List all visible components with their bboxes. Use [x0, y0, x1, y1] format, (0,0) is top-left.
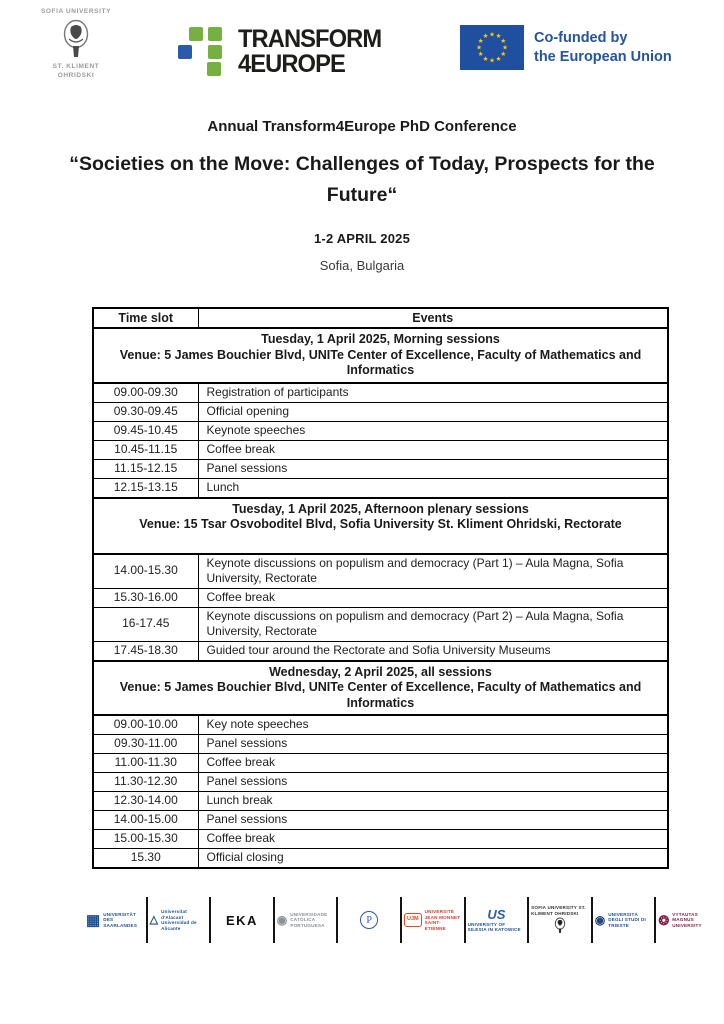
table-row	[93, 735, 668, 754]
time-cell: 09.00-09.30	[93, 383, 198, 403]
section-title: Tuesday, 1 April 2025, Afternoon plenary sessions	[232, 501, 529, 516]
event-cell: Lunch	[198, 478, 668, 498]
svg-text:★: ★	[482, 33, 489, 41]
event-cell: Panel sessions	[198, 735, 668, 754]
svg-text:★: ★	[489, 57, 495, 65]
conference-date: 1-2 APRIL 2025	[313, 231, 410, 246]
svg-text:★: ★	[500, 38, 507, 45]
table-row	[93, 792, 668, 811]
time-cell: 15.00-15.30	[93, 830, 198, 849]
table-row	[93, 459, 668, 478]
table-row	[93, 421, 668, 440]
table-row	[93, 554, 668, 589]
section-title: Wednesday, 2 April 2025, all sessions	[269, 664, 492, 679]
time-cell: 12.30-14.00	[93, 792, 198, 811]
partner-label: UNIVERSITÄT DES SAARLANDES	[103, 911, 138, 928]
event-cell: Key note speeches	[198, 715, 668, 735]
event-cell: Panel sessions	[198, 773, 668, 792]
section-title: Tuesday, 1 April 2025, Morning sessions	[261, 332, 500, 346]
col-header-time-slot: Time slot	[93, 308, 198, 328]
partner-logo-catolica	[275, 912, 337, 929]
catolica-seal-icon: ◉	[276, 913, 288, 927]
partner-logo-saarland	[84, 912, 146, 929]
primorska-seal-icon: P	[360, 911, 378, 929]
partner-logo-eka	[211, 913, 273, 928]
svg-text:★: ★	[500, 51, 507, 58]
partner-logo-trieste	[593, 912, 655, 929]
transform4europe-squares-icon	[178, 27, 226, 77]
time-cell: 11.00-11.30	[93, 754, 198, 773]
event-cell: Panel sessions	[198, 811, 668, 830]
event-cell: Lunch break	[198, 792, 668, 811]
table-row	[93, 478, 668, 498]
time-cell: 09.00-10.00	[93, 715, 198, 735]
trieste-seal-icon: ◉	[594, 913, 606, 927]
section-header-tuesday-morning	[93, 328, 668, 383]
eka-wordmark: EKA	[226, 912, 258, 928]
table-row	[93, 440, 668, 459]
table-row	[93, 754, 668, 773]
section-venue: Venue: 15 Tsar Osvoboditel Blvd, Sofia University St. Kliment Ohridski, Rectorate	[139, 517, 622, 531]
alicante-triangle-icon: △	[149, 913, 159, 926]
table-row	[93, 715, 668, 735]
svg-text:★: ★	[495, 33, 502, 41]
conference-subtitle: Annual Transform4Europe PhD Conference	[207, 118, 517, 135]
time-cell: 12.15-13.15	[93, 478, 198, 498]
saarland-building-icon: ▦	[86, 911, 101, 929]
svg-text:★: ★	[482, 55, 489, 63]
eu-flag-icon	[460, 25, 524, 70]
sofia-logo-bottom-text: ST. KLIMENT OHRIDSKI	[52, 62, 100, 79]
time-cell: 11.15-12.15	[93, 459, 198, 478]
partner-logo-alicante	[148, 909, 210, 931]
event-cell: Keynote speeches	[198, 421, 668, 440]
table-row	[93, 383, 668, 403]
event-cell: Guided tour around the Rectorate and Sofia University Museums	[198, 641, 668, 661]
partner-logo-silesia	[466, 908, 528, 933]
time-cell: 16-17.45	[93, 607, 198, 641]
table-row	[93, 607, 668, 641]
svg-text:★: ★	[495, 55, 502, 63]
transform4europe-wordmark: TRANSFORM 4EUROPE	[238, 25, 382, 78]
conference-title: “Societies on the Move: Challenges of Today, Prospects for the Future“	[69, 153, 655, 206]
vmu-seal-icon: ❂	[658, 912, 670, 928]
table-row	[93, 641, 668, 661]
event-cell: Keynote discussions on populism and democracy (Part 2) – Aula Magna, Sofia University, Rectorate	[198, 607, 668, 641]
sofia-logo-top-text: SOFIA UNIVERSITY	[40, 8, 112, 15]
sofia-seal-icon	[553, 917, 567, 935]
partner-label: SOFIA UNIVERSITY ST. KLIMENT OHRIDSKI	[531, 905, 586, 916]
partner-logo-vmu	[656, 912, 718, 929]
partner-label: Universitat d'Alacant Universidad de Alicante	[161, 909, 197, 931]
time-cell: 15.30-16.00	[93, 588, 198, 607]
event-cell: Coffee break	[198, 754, 668, 773]
table-header-row	[93, 308, 668, 328]
event-cell: Coffee break	[198, 830, 668, 849]
event-cell: Panel sessions	[198, 459, 668, 478]
section-venue: Venue: 5 James Bouchier Blvd, UNITe Center of Excellence, Faculty of Mathematics and Informatics	[119, 347, 642, 377]
svg-text:★: ★	[477, 38, 484, 45]
time-cell: 15.30	[93, 849, 198, 869]
partner-label: VYTAUTAS MAGNUS UNIVERSITY	[672, 911, 702, 928]
conference-location: Sofia, Bulgaria	[319, 258, 405, 273]
partner-label: UNIVERSITÉ JEAN MONNET SAINT-ÉTIENNE	[424, 909, 461, 931]
partner-logo-jean-monnet	[402, 909, 464, 931]
partner-logo-strip	[84, 893, 718, 947]
table-row	[93, 588, 668, 607]
silesia-us-icon: US	[487, 907, 506, 922]
ujm-shield-icon: UJM	[404, 913, 422, 927]
svg-text:★: ★	[489, 31, 495, 39]
time-cell: 14.00-15.00	[93, 811, 198, 830]
section-header-wednesday	[93, 661, 668, 716]
table-row	[93, 402, 668, 421]
section-header-tuesday-afternoon	[93, 498, 668, 554]
sofia-university-seal-icon	[59, 19, 93, 61]
partner-label: UNIVERSITÀ DEGLI STUDI DI TRIESTE	[608, 911, 646, 928]
event-cell: Keynote discussions on populism and democracy (Part 1) – Aula Magna, Sofia University, Rectorate	[198, 554, 668, 589]
time-cell: 09.45-10.45	[93, 421, 198, 440]
schedule-table	[92, 307, 669, 869]
title-block	[0, 118, 724, 273]
eu-cofunded-text: Co-funded by the European Union	[534, 29, 672, 65]
svg-text:★: ★	[476, 44, 482, 52]
section-venue: Venue: 5 James Bouchier Blvd, UNITe Center of Excellence, Faculty of Mathematics and Informatics	[119, 680, 642, 710]
table-row	[93, 830, 668, 849]
time-cell: 11.30-12.30	[93, 773, 198, 792]
time-cell: 10.45-11.15	[93, 440, 198, 459]
col-header-events: Events	[198, 308, 668, 328]
time-cell: 17.45-18.30	[93, 641, 198, 661]
time-cell: 09.30-09.45	[93, 402, 198, 421]
event-cell: Registration of participants	[198, 383, 668, 403]
partner-logo-primorska	[338, 911, 400, 929]
svg-text:★: ★	[502, 44, 508, 52]
transform4europe-logo	[178, 27, 389, 77]
event-cell: Coffee break	[198, 440, 668, 459]
partner-logo-sofia	[529, 905, 591, 935]
time-cell: 09.30-11.00	[93, 735, 198, 754]
table-row	[93, 849, 668, 869]
partner-label: UNIVERSITY OF SILESIA IN KATOWICE	[467, 921, 521, 932]
table-row	[93, 811, 668, 830]
eu-cofunded-logo	[460, 25, 672, 70]
table-row	[93, 773, 668, 792]
svg-text:★: ★	[477, 51, 484, 58]
event-cell: Coffee break	[198, 588, 668, 607]
event-cell: Official closing	[198, 849, 668, 869]
event-cell: Official opening	[198, 402, 668, 421]
partner-label: UNIVERSIDADE CATÓLICA PORTUGUESA	[290, 911, 328, 928]
sofia-university-logo	[34, 8, 118, 80]
time-cell: 14.00-15.30	[93, 554, 198, 589]
